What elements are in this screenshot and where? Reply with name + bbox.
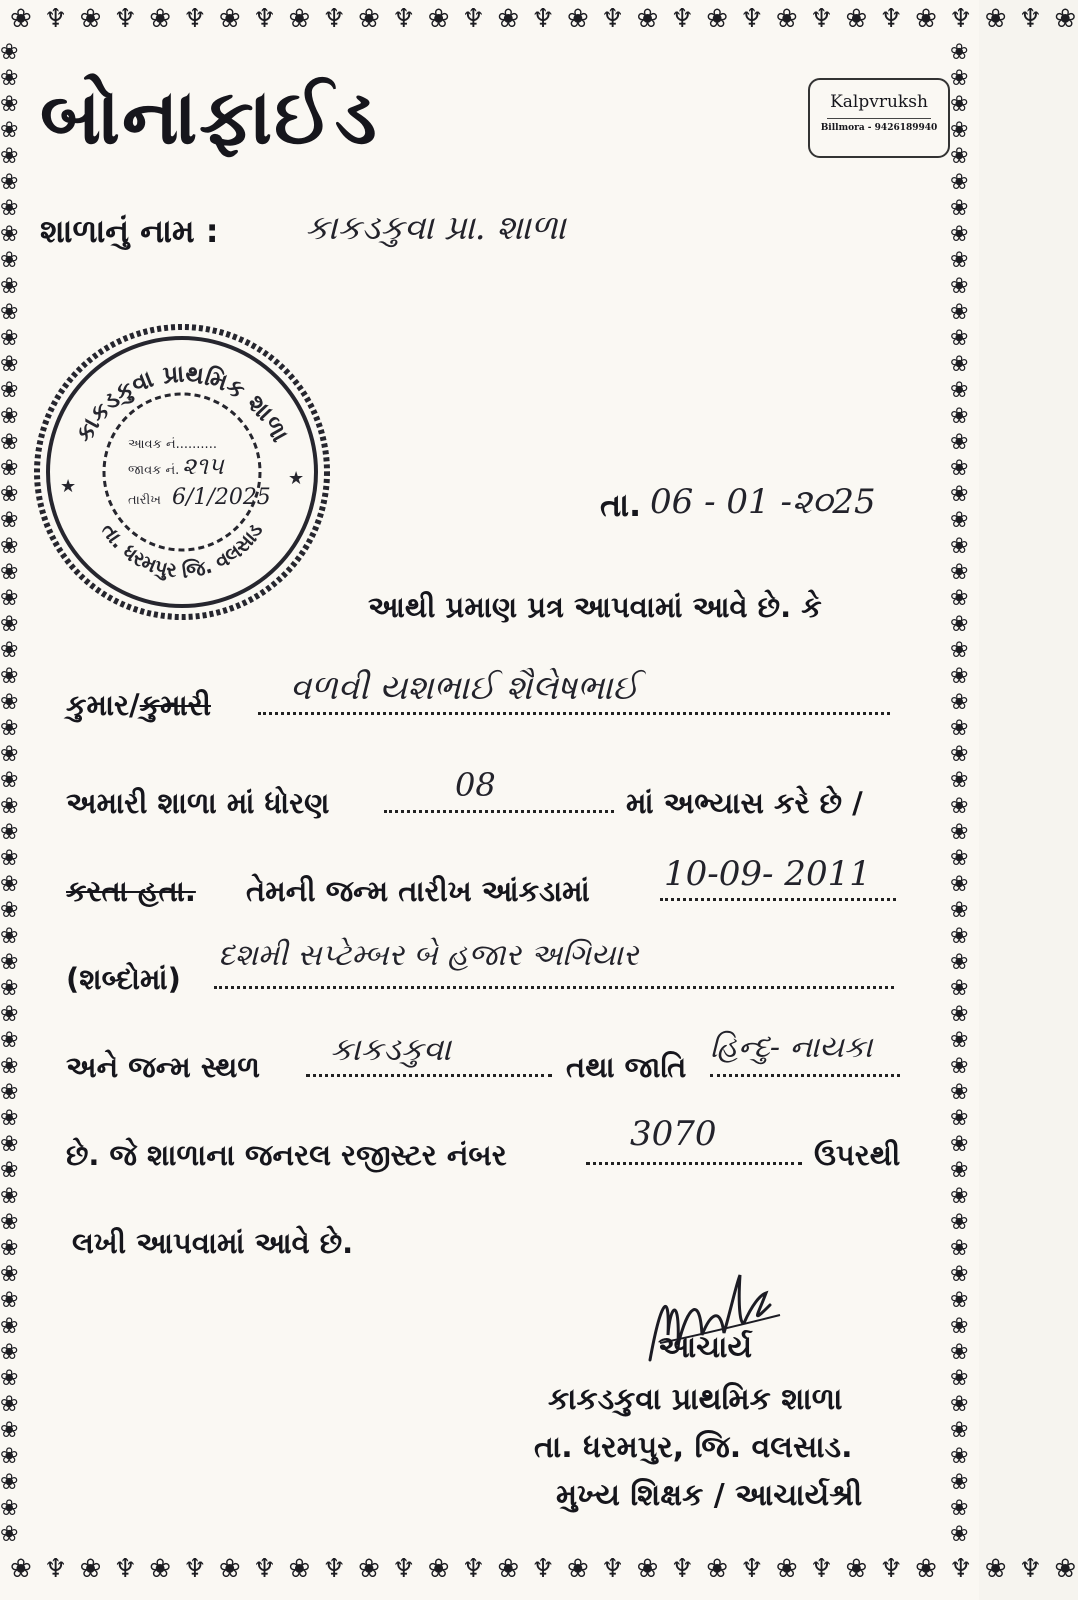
register-dots <box>586 1162 802 1165</box>
standard-dots <box>384 810 614 813</box>
stamp-ring-bottom: તા. ધરમપુર જિ. વલસાડ <box>96 518 268 583</box>
register-value: 3070 <box>630 1114 717 1154</box>
stamp-graphic <box>32 322 332 622</box>
signature-school: કાકડકુવા પ્રાથમિક શાળા <box>548 1382 843 1417</box>
logo-brand: Kalpvruksh <box>830 92 928 112</box>
birthplace-dots <box>306 1074 552 1077</box>
student-name-value: વળવી યશભાઈ શૈલેષભાઈ <box>290 668 639 708</box>
register-suffix: ઉપરથી <box>814 1138 901 1172</box>
words-dots <box>214 986 894 989</box>
ornament-border-left: ❀❀❀❀❀❀❀❀❀❀❀❀❀❀❀❀❀❀❀❀❀❀❀❀❀❀❀❀❀❀❀❀❀❀❀❀❀❀❀❀❀❀❀❀❀❀❀❀❀❀❀❀❀❀❀❀❀❀ <box>0 40 19 1547</box>
ornament-border-top: ❀ ♆ ❀ ♆ ❀ ♆ ❀ ♆ ❀ ♆ ❀ ♆ ❀ ♆ ❀ ♆ ❀ ♆ ❀ ♆ ❀ ♆ ❀ ♆ ❀ ♆ ❀ ♆ ❀ ♆ ❀ <box>10 4 1078 34</box>
svg-text:કાકડકુવા પ્રાથમિક શાળા <box>70 360 295 447</box>
student-label: કુમાર/કુમારી <box>66 688 211 722</box>
intro-text: આથી પ્રમાણ પ્રત્ર આપવામાં આવે છે. કે <box>368 590 822 624</box>
printer-logo <box>808 78 950 158</box>
student-name-dots <box>258 712 890 715</box>
dob-label: તેમની જન્મ તારીખ આંકડામાં <box>246 874 590 908</box>
words-value: દશમી સપ્ટેમ્બર બે હજાર અગિયાર <box>218 938 639 973</box>
school-name-label: શાળાનું નામ : <box>40 212 219 250</box>
stamp-inward-label: આવક નં.......... <box>128 437 217 452</box>
standard-label: અમારી શાળા માં ધોરણ <box>66 786 330 820</box>
stamp-outward-value: ૨૧૫ <box>182 452 224 480</box>
birthplace-label: અને જન્મ સ્થળ <box>66 1050 261 1084</box>
date-value: 06 - 01 -૨૦25 <box>650 482 876 522</box>
date-label: તા. <box>600 486 642 524</box>
birthplace-value: કાકડકુવા <box>330 1030 451 1068</box>
school-name-value: કાકડકુવા પ્રા. શાળા <box>305 208 566 248</box>
caste-label: તથા જાતિ <box>566 1050 687 1084</box>
caste-value: હિન્દુ- નાયકા <box>710 1030 873 1065</box>
signature-role: આચાર્ય <box>658 1330 753 1365</box>
dob-value: 10-09- 2011 <box>664 854 871 894</box>
school-stamp <box>32 322 332 622</box>
stamp-date-value: 6/1/2025 <box>172 485 271 510</box>
stamp-ring-text: કાકડકુવા પ્રાથમિક શાળા <box>69 359 295 447</box>
dob-dots <box>660 898 896 901</box>
certificate-title: બોનાફાઈડ <box>40 72 379 161</box>
signature-designation: મુખ્ય શિક્ષક / આચાર્યશ્રી <box>556 1478 863 1513</box>
dob-struck-text: કરતા હતા. <box>66 874 196 908</box>
standard-suffix: માં અભ્યાસ કરે છે / <box>626 786 863 820</box>
svg-text:★: ★ <box>60 476 77 497</box>
closing-text: લખી આપવામાં આવે છે. <box>72 1226 354 1260</box>
caste-dots <box>710 1074 900 1077</box>
svg-text:★: ★ <box>288 468 305 489</box>
register-label: છે. જે શાળાના જનરલ રજીસ્ટર નંબર <box>66 1138 507 1172</box>
logo-place: Billmora - 9426189940 <box>820 123 938 133</box>
signature-address: તા. ધરમપુર, જિ. વલસાડ. <box>534 1430 853 1465</box>
standard-value: 08 <box>455 766 496 804</box>
ornament-border-bottom: ❀ ♆ ❀ ♆ ❀ ♆ ❀ ♆ ❀ ♆ ❀ ♆ ❀ ♆ ❀ ♆ ❀ ♆ ❀ ♆ ❀ ♆ ❀ ♆ ❀ ♆ ❀ ♆ ❀ ♆ ❀ <box>10 1554 1078 1584</box>
ornament-border-right: ❀❀❀❀❀❀❀❀❀❀❀❀❀❀❀❀❀❀❀❀❀❀❀❀❀❀❀❀❀❀❀❀❀❀❀❀❀❀❀❀❀❀❀❀❀❀❀❀❀❀❀❀❀❀❀❀❀❀ <box>950 40 969 1547</box>
stamp-date-label: તારીખ <box>128 493 161 508</box>
words-label: (શબ્દોમાં) <box>66 962 181 996</box>
stamp-outward-label: જાવક નં. <box>128 463 180 478</box>
